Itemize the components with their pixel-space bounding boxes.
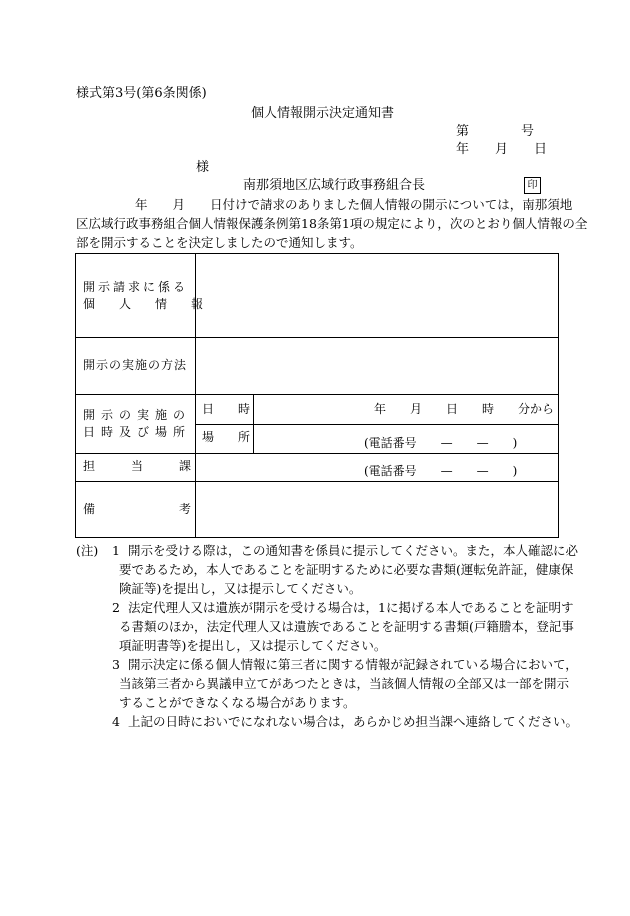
table-column-divider bbox=[253, 394, 254, 453]
place-label: 場 所 bbox=[202, 430, 251, 444]
body-line-2: 区広域行政事務組合個人情報保護条例第18条第1項の規定により，次のとおり個人情報の全 bbox=[76, 216, 588, 231]
note-line: 険証等)を提出し，又は提示してください。 bbox=[119, 581, 362, 596]
note-line: 要であるため，本人であることを証明するために必要な書類(運転免許証，健康保 bbox=[119, 562, 574, 577]
note-line: 項証明書等)を提出し，又は提示してください。 bbox=[119, 638, 387, 653]
issuer-name: 南那須地区広域行政事務組合長 bbox=[243, 178, 426, 193]
note-number: 2 bbox=[112, 600, 120, 615]
row-label-remarks: 備 考 bbox=[83, 502, 192, 516]
note-number: 4 bbox=[112, 714, 120, 729]
body-line-3: 部を開示することを決定しましたので通知します。 bbox=[76, 235, 363, 250]
document-number: 第 号 bbox=[456, 124, 535, 139]
row-label-staff-section: 担 当 課 bbox=[83, 459, 192, 473]
note-line: 上記の日時においでになれない場合は，あらかじめ担当課へ連絡してください。 bbox=[128, 714, 579, 729]
addressee-suffix: 様 bbox=[196, 160, 210, 175]
row-label-requested-info-2: 個 人 情 報 bbox=[83, 297, 204, 311]
note-line: 法定代理人又は遺族が開示を受ける場合は，1に掲げる本人であることを証明す bbox=[128, 600, 574, 615]
issue-date: 年 月 日 bbox=[456, 142, 548, 157]
table-row-divider bbox=[75, 337, 558, 338]
note-number: 1 bbox=[112, 543, 120, 558]
note-line: る書類のほか，法定代理人又は遺族であることを証明する書類(戸籍謄本，登記事 bbox=[119, 619, 574, 634]
note-line: 開示決定に係る個人情報に第三者に関する情報が記録されている場合において， bbox=[128, 657, 578, 672]
table-column-divider bbox=[195, 253, 196, 537]
row-label-method: 開示の実施の方法 bbox=[83, 358, 188, 372]
body-line-1: 年 月 日付けで請求のありました個人情報の開示については，南那須地 bbox=[135, 197, 573, 212]
seal-box: 印 bbox=[524, 177, 541, 194]
table-row-divider bbox=[195, 424, 558, 425]
disclosure-table bbox=[75, 253, 559, 538]
row-label-datetime-place: 開示の実施の bbox=[83, 408, 192, 422]
staff-phone: (電話番号 — — ) bbox=[364, 464, 518, 478]
datetime-label: 日 時 bbox=[202, 402, 251, 416]
notes-prefix: (注) bbox=[76, 543, 99, 558]
note-line: 開示を受ける際は，この通知書を係員に提示してください。また，本人確認に必 bbox=[128, 543, 579, 558]
note-line: 当該第三者から異議申立てがあつたときは，当該個人情報の全部又は一部を開示 bbox=[119, 676, 570, 691]
table-row-divider bbox=[75, 481, 558, 482]
row-label-requested-info: 開示請求に係る bbox=[83, 280, 189, 294]
place-phone: (電話番号 — — ) bbox=[364, 436, 518, 450]
note-line: することができなくなる場合があります。 bbox=[119, 695, 356, 710]
datetime-value: 年 月 日 時 分から bbox=[374, 402, 555, 416]
note-number: 3 bbox=[112, 657, 120, 672]
form-number: 様式第3号(第6条関係) bbox=[76, 86, 207, 101]
table-row-divider bbox=[75, 453, 558, 454]
table-row-divider bbox=[75, 394, 558, 395]
row-label-datetime-place-2: 日時及び場所 bbox=[83, 425, 192, 439]
document-title: 個人情報開示決定通知書 bbox=[251, 106, 395, 121]
